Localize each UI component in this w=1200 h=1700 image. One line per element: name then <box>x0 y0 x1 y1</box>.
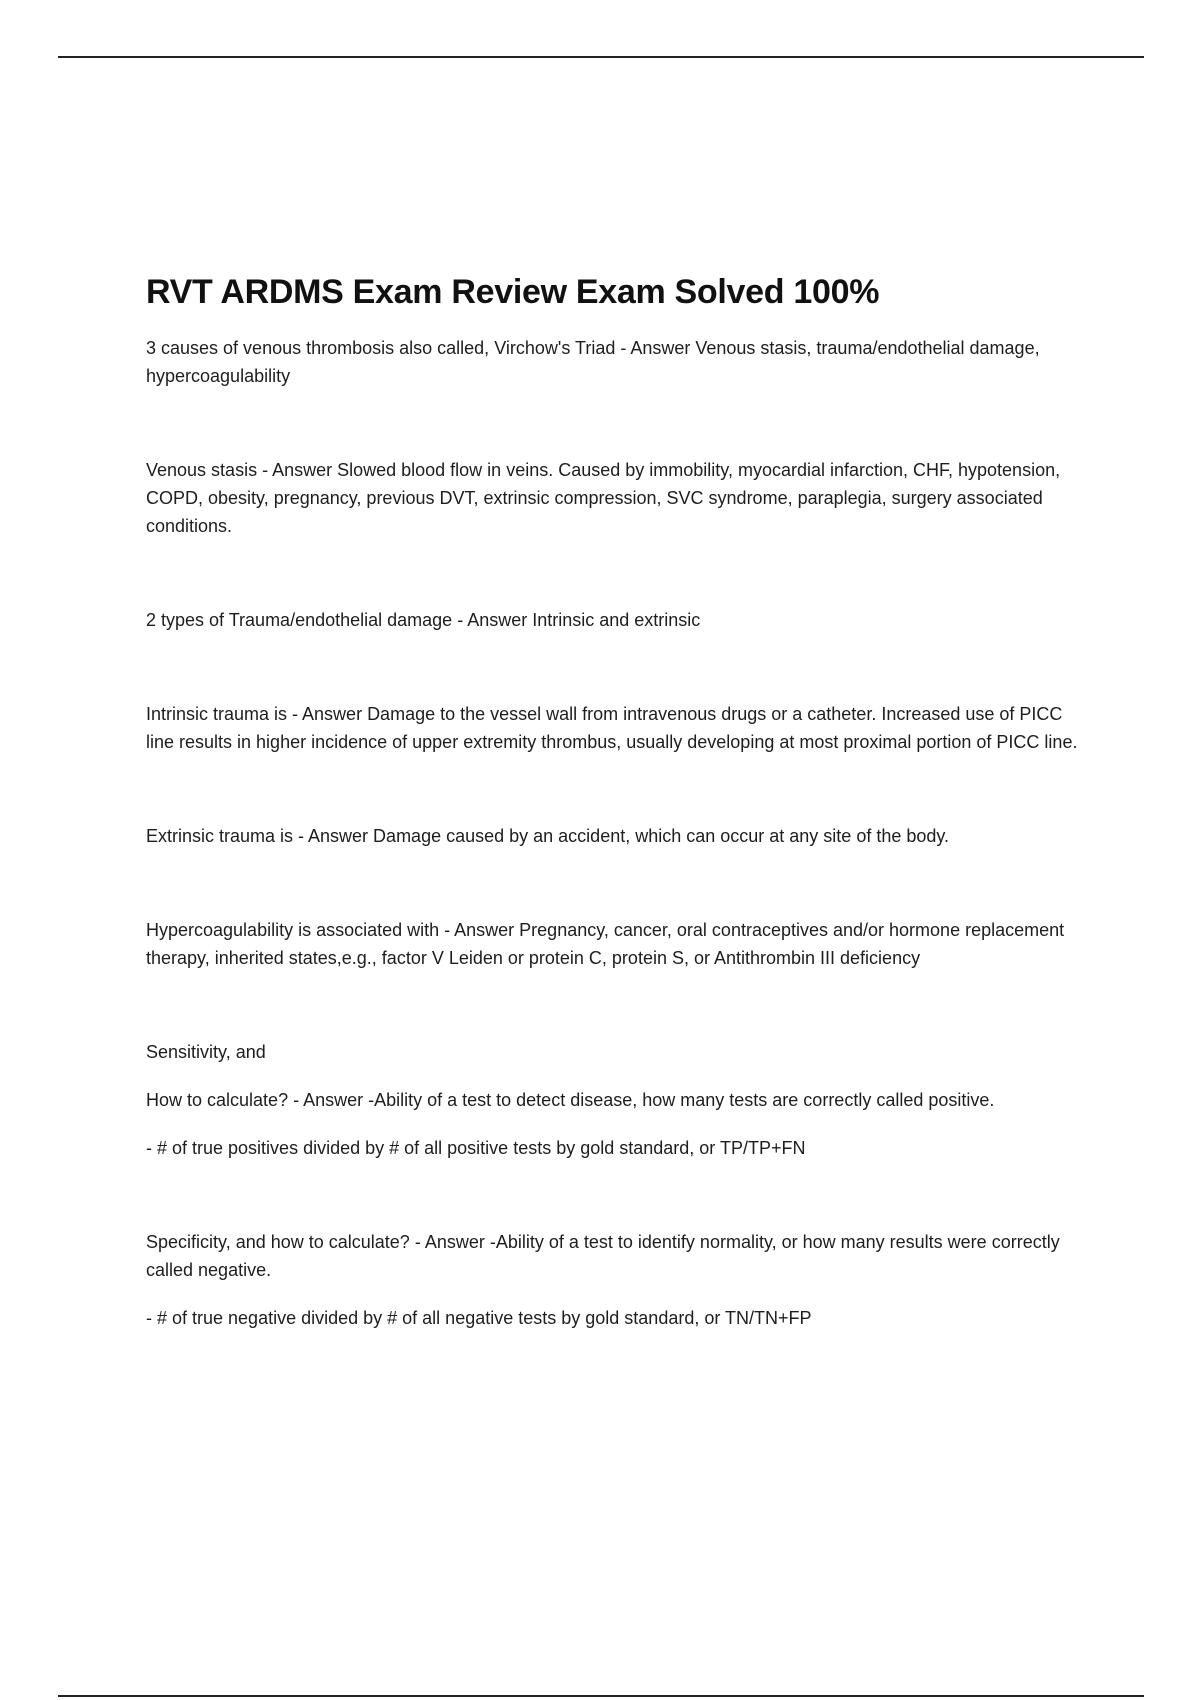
bottom-rule <box>58 1695 1144 1697</box>
qa-virchows-triad: 3 causes of venous thrombosis also called, Virchow's Triad - Answer Venous stasis, trauma/endothelial damage, hypercoagulability <box>146 338 1040 386</box>
qa-sensitivity-question: Sensitivity, and <box>146 1042 266 1062</box>
qa-extrinsic-trauma: Extrinsic trauma is - Answer Damage caused by an accident, which can occur at any site of the body. <box>146 826 950 846</box>
document-title: RVT ARDMS Exam Review Exam Solved 100% <box>146 273 880 311</box>
qa-hypercoagulability: Hypercoagulability is associated with - Answer Pregnancy, cancer, oral contraceptives and/or hormone replacement therapy, inherited states,e.g., factor V Leiden or protein C, protein S, or Antithrombin III deficiency <box>146 920 1065 968</box>
qa-specificity-answer: Specificity, and how to calculate? - Answer -Ability of a test to identify normality, or how many results were correctly called negative. <box>146 1232 1060 1280</box>
qa-sensitivity-answer: How to calculate? - Answer -Ability of a test to detect disease, how many tests are correctly called positive. <box>146 1090 995 1110</box>
qa-trauma-types: 2 types of Trauma/endothelial damage - Answer Intrinsic and extrinsic <box>146 610 701 630</box>
qa-specificity-formula: - # of true negative divided by # of all negative tests by gold standard, or TN/TN+FP <box>146 1308 812 1328</box>
qa-sensitivity-formula: - # of true positives divided by # of all positive tests by gold standard, or TP/TP+FN <box>146 1138 806 1158</box>
top-rule <box>58 56 1144 58</box>
qa-venous-stasis: Venous stasis - Answer Slowed blood flow in veins. Caused by immobility, myocardial infarction, CHF, hypotension, COPD, obesity, pregnancy, previous DVT, extrinsic compression, SVC syndrome, paraplegia, surgery associated conditions. <box>146 460 1061 536</box>
document-body <box>146 272 1086 1332</box>
qa-intrinsic-trauma: Intrinsic trauma is - Answer Damage to the vessel wall from intravenous drugs or a catheter. Increased use of PICC line results in higher incidence of upper extremity thrombus, usually developing at most proximal portion of PICC line. <box>146 704 1078 752</box>
